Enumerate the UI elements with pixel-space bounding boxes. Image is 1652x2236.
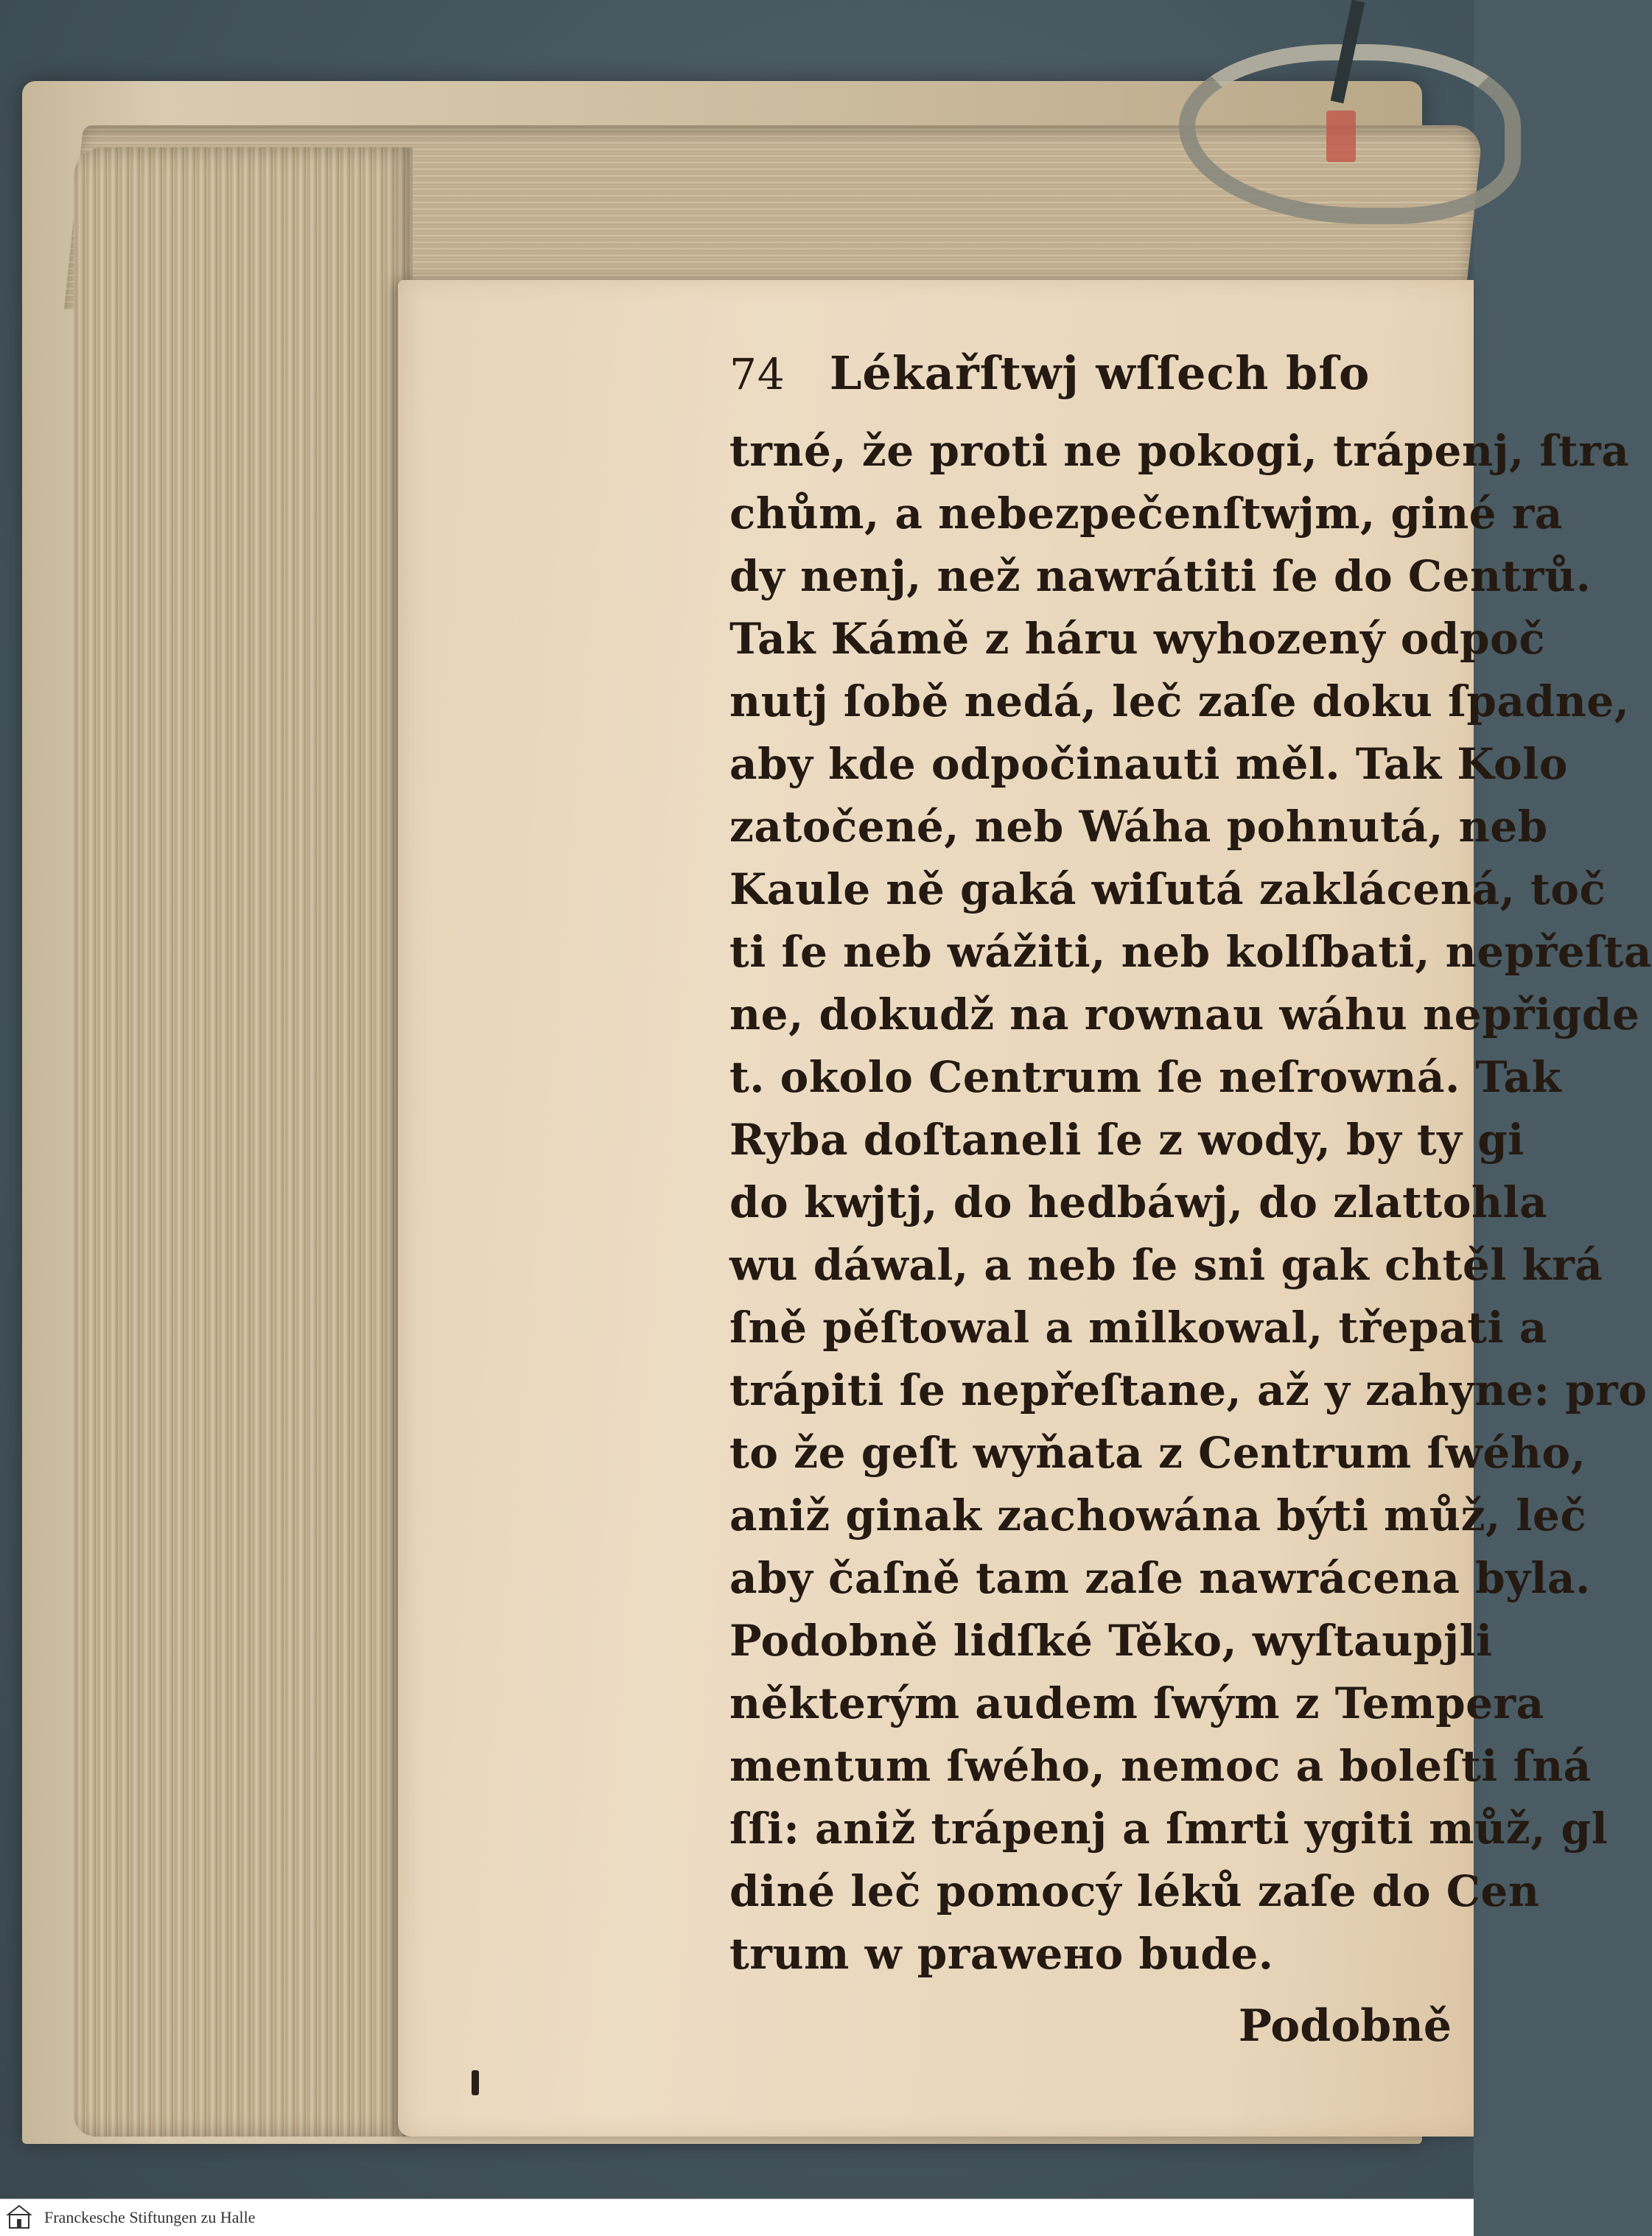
text-line: Ryba doſtaneli ſe z wody, by ty gi	[729, 1115, 1525, 1165]
text-line: Tak Kámě z háru wyhozený odpoč	[729, 614, 1546, 664]
text-lines	[729, 420, 1652, 1986]
text-line: wu dáwal, a neb ſe sni gak chtěl krá	[729, 1240, 1603, 1290]
text-line: dy nenj, než nawrátiti ſe do Centrů.	[729, 551, 1592, 601]
text-line: chům, a nebezpečenſtwjm, giné ra	[729, 488, 1563, 539]
text-line: nutj ſobě nedá, leč zaſe doku ſpadne,	[729, 676, 1630, 726]
bookmark-tab	[1326, 111, 1356, 162]
text-line: ne, dokudž na rownau wáhu nepřigde	[729, 989, 1640, 1040]
text-line: aniž ginak zachowána býti můž, leč	[729, 1490, 1587, 1541]
running-head: Lékařſtwj wſſech bſo	[829, 346, 1371, 400]
text-line: ſſi: aniž trápenj a ſmrti ygiti můž, gl	[729, 1804, 1609, 1854]
text-line: ſně pěſtowal a milkowal, třepati a	[729, 1303, 1547, 1353]
page-header	[729, 346, 1474, 420]
footer-bar	[0, 2198, 1474, 2236]
text-line: Kaule ně gaká wiſutá zaklácená, toč	[729, 864, 1606, 914]
text-line: mentum ſwého, nemoc a boleſti ſná	[729, 1741, 1592, 1791]
catchword: Podobně	[1238, 2000, 1452, 2052]
text-line: diné leč pomocý léků zaſe do Cen	[729, 1866, 1540, 1916]
text-line: zatočené, neb Wáha pohnutá, neb	[729, 802, 1548, 852]
text-line: aby kde odpočinauti měl. Tak Kolo	[729, 739, 1568, 789]
text-line: do kwjtj, do hedbáwj, do zlattohla	[729, 1177, 1548, 1227]
ink-mark	[472, 2070, 479, 2095]
text-line: trné, že proti ne pokogi, trápenj, ſtra	[729, 426, 1630, 476]
page-text	[729, 346, 1652, 2059]
institution-logo-icon	[4, 2203, 34, 2232]
footer-label: Franckesche Stiftungen zu Halle	[44, 2208, 256, 2226]
text-line: t. okolo Centrum ſe neſrowná. Tak	[729, 1052, 1562, 1102]
text-line: některým audem ſwým z Tempera	[729, 1678, 1544, 1728]
text-line: to že geſt wyňata z Centrum ſwého,	[729, 1428, 1586, 1478]
text-line: Podobně lidſké Těko, wyſtaupjli	[729, 1616, 1493, 1666]
text-line: trum w prawено bude.	[729, 1929, 1274, 1979]
page-number: 74	[729, 349, 785, 399]
text-line: aby čaſně tam zaſe nawrácena byla.	[729, 1553, 1591, 1603]
page-fore-edge	[74, 147, 413, 2137]
text-line: ti ſe neb wážiti, neb kolſbati, nepřeſta	[729, 927, 1652, 977]
text-line: trápiti ſe nepřeſtane, až y zahyne: pro	[729, 1365, 1648, 1415]
